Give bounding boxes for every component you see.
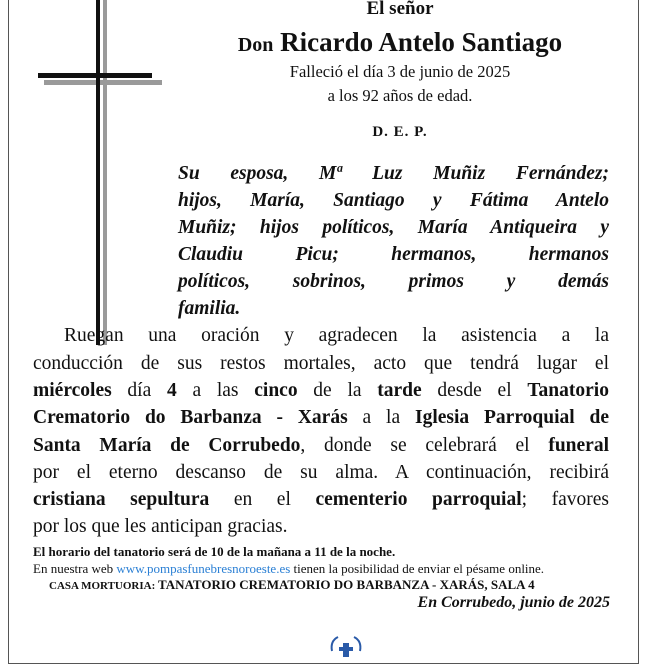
horario: El horario del tanatorio será de 10 de la mañana a 11 de la noche. — [33, 544, 396, 559]
origin-start: Tanatorio — [527, 380, 609, 401]
web-link[interactable]: www.pompasfunebresnoroeste.es — [116, 561, 291, 576]
body-line — [33, 380, 609, 402]
honorific: Don — [237, 34, 274, 56]
day-number: 4 — [166, 380, 177, 401]
dep: D. E. P. — [372, 124, 428, 140]
text: tienen la posibilidad de enviar el pésame online. — [290, 561, 545, 576]
time-of-day: tarde — [377, 380, 422, 401]
text: En nuestra web — [33, 561, 117, 576]
deceased-name — [180, 27, 620, 58]
family-line: Muñiz; hijos políticos, María Antiqueira y — [178, 217, 609, 238]
body-line: por el eterno descanso de su alma. A continuación, recibirá — [33, 462, 609, 483]
body-line: por los que les anticipan gracias. — [33, 516, 288, 537]
cross-gray-horizontal — [44, 80, 162, 85]
hour: cinco — [254, 380, 298, 401]
text: desde el — [421, 380, 528, 401]
death-date: Falleció el día 3 de junio de 2025 — [289, 62, 511, 81]
family-line: Claudiu Picu; hermanos, hermanos — [178, 244, 609, 265]
church-start: Iglesia Parroquial de — [414, 407, 610, 428]
body-line — [33, 407, 609, 429]
family-line: hijos, María, Santiago y Fátima Antelo — [178, 190, 609, 211]
place-date: En Corrubedo, junio de 2025 — [417, 594, 610, 611]
text: ; favores — [521, 489, 610, 510]
body-line — [33, 435, 609, 457]
origin: Crematorio do Barbanza - Xarás — [33, 407, 348, 428]
cemetery: cementerio parroquial — [315, 489, 522, 510]
body-line: Ruegan una oración y agradecen la asistencia a la — [64, 325, 609, 346]
casa-value: TANATORIO CREMATORIO DO BARBANZA - XARÁS, SALA 4 — [158, 577, 535, 592]
casa-label: CASA MORTUORIA: — [49, 580, 159, 592]
text: en el — [209, 489, 316, 510]
web-note — [33, 561, 544, 577]
family-line: Su esposa, Mª Luz Muñiz Fernández; — [178, 163, 609, 184]
body-line — [33, 489, 609, 511]
full-name: Ricardo Antelo Santiago — [280, 27, 563, 57]
casa-mortuoria — [49, 577, 535, 593]
burial: cristiana sepultura — [33, 489, 210, 510]
family-line: familia. — [178, 298, 241, 319]
age: a los 92 años de edad. — [327, 86, 473, 105]
cross-gray-vertical — [103, 0, 107, 345]
cross-black-vertical — [96, 0, 100, 345]
title-el-senor: El señor — [366, 0, 434, 19]
body-line: conducción de sus restos mortales, acto que tendrá lugar el — [33, 353, 609, 374]
text: , donde se celebrará el — [300, 435, 549, 456]
funeral-home-logo-icon — [326, 633, 366, 663]
family-line: políticos, sobrinos, primos y demás — [178, 271, 609, 292]
text: a la — [347, 407, 415, 428]
text: de la — [297, 380, 378, 401]
text: a las — [176, 380, 255, 401]
day-word: miércoles — [33, 380, 112, 401]
cross-black-horizontal — [38, 73, 152, 78]
funeral: funeral — [548, 435, 609, 456]
text: día — [111, 380, 167, 401]
church: Santa María de Corrubedo — [33, 435, 301, 456]
